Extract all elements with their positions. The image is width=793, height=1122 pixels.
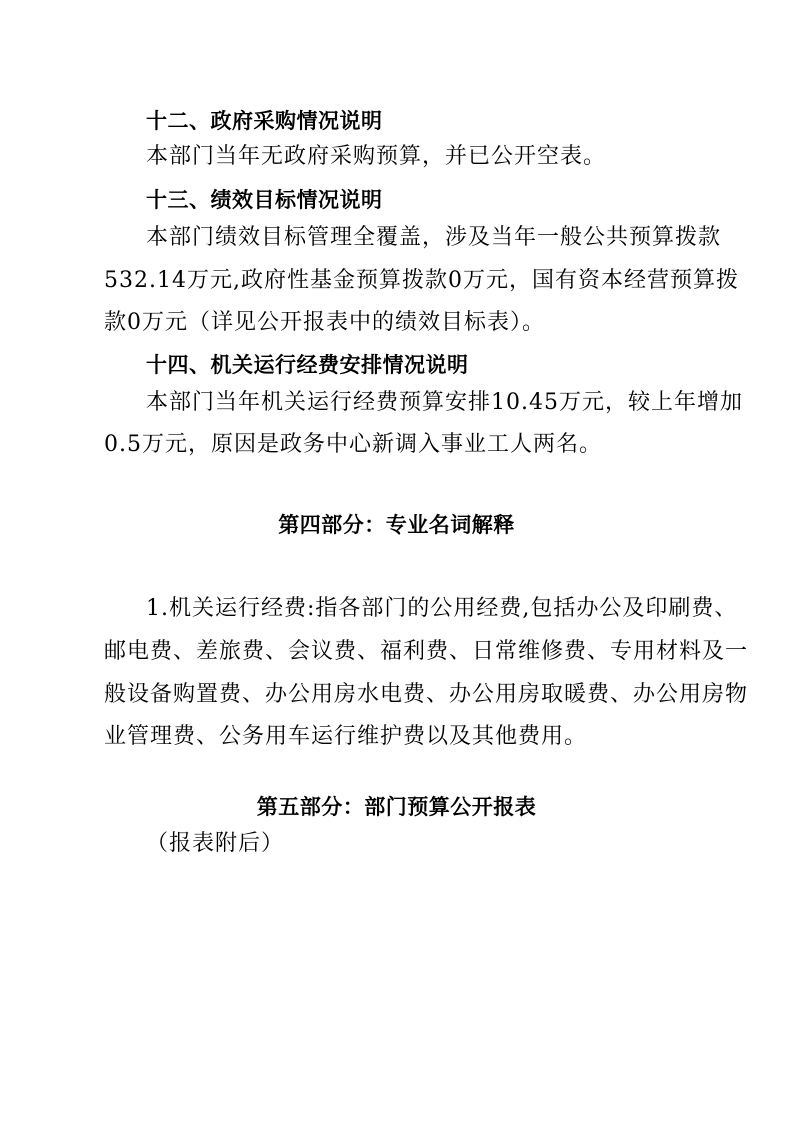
- section-13-line-1: 本部门绩效目标管理全覆盖，涉及当年一般公共预算拨款: [146, 225, 722, 250]
- part-4-line-2: 邮电费、差旅费、会议费、福利费、日常维修费、专用材料及一: [104, 639, 749, 664]
- part-4-line-3: 般设备购置费、办公用房水电费、办公用房取暖费、办公用房物: [104, 682, 749, 707]
- section-14-line-2: 0.5万元，原因是政务中心新调入事业工人两名。: [104, 432, 602, 457]
- part-4-line-4: 业管理费、公务用车运行维护费以及其他费用。: [104, 724, 588, 749]
- section-12-body: 本部门当年无政府采购预算，并已公开空表。: [146, 144, 607, 169]
- section-13-line-2: 532.14万元,政府性基金预算拨款0万元，国有资本经营预算拨: [104, 268, 739, 293]
- section-14-line-1: 本部门当年机关运行经费预算安排10.45万元，较上年增加: [146, 390, 743, 415]
- part-4-title: 第四部分：专业名词解释: [278, 513, 515, 537]
- section-13-heading: 十三、绩效目标情况说明: [146, 188, 383, 212]
- section-12-heading: 十二、政府采购情况说明: [146, 109, 383, 133]
- part-5-title: 第五部分：部门预算公开报表: [256, 795, 537, 819]
- section-14-heading: 十四、机关运行经费安排情况说明: [146, 353, 469, 377]
- part-5-note: （报表附后）: [146, 831, 285, 856]
- section-13-line-3: 款0万元（详见公开报表中的绩效目标表）。: [104, 310, 545, 335]
- part-4-line-1: 1.机关运行经费:指各部门的公用经费,包括办公及印刷费、: [146, 596, 738, 621]
